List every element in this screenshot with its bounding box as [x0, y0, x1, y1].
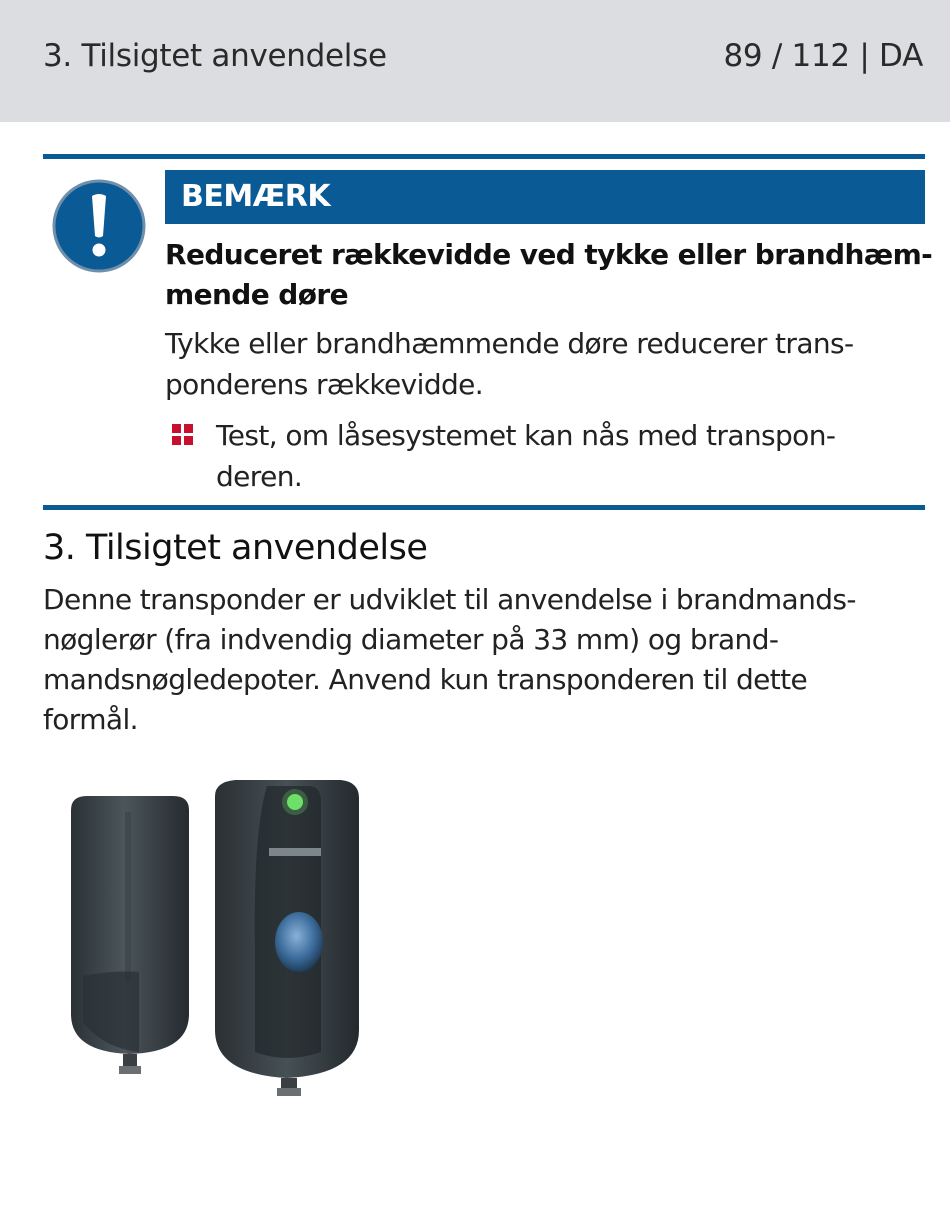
- notice-heading-line: mende døre: [165, 278, 348, 311]
- notice-action-item: [216, 415, 931, 497]
- notice-top-rule: [43, 154, 925, 159]
- transponder-back-view: [71, 796, 189, 1074]
- section-body-line: formål.: [43, 703, 138, 736]
- header-section-title: 3. Tilsigtet anvendelse: [43, 38, 387, 74]
- notice-label: BEMÆRK: [181, 179, 331, 214]
- section-heading: 3. Tilsigtet anvendelse: [43, 528, 428, 568]
- section-body-line: Denne transponder er udviklet til anvendelse i brandmands-: [43, 583, 856, 616]
- notice-action-line: deren.: [216, 460, 303, 493]
- section-body-line: nøglerør (fra indvendig diameter på 33 mm) og brand-: [43, 623, 779, 656]
- notice-heading: [165, 235, 935, 315]
- notice-label-banner: [165, 170, 925, 224]
- exclamation-icon: [51, 178, 147, 274]
- transponder-product-image: [43, 752, 388, 1112]
- transponder-front-view: [215, 780, 359, 1096]
- section-body: [43, 580, 938, 740]
- header-page-info: 89 / 112 | DA: [723, 38, 923, 74]
- action-bullet-icon: [172, 424, 193, 445]
- section-body-line: mandsnøgledepoter. Anvend kun transponderen til dette: [43, 663, 808, 696]
- notice-heading-line: Reduceret rækkevidde ved tykke eller brandhæm-: [165, 238, 933, 271]
- notice-body-line: Tykke eller brandhæmmende døre reducerer trans-: [165, 327, 854, 360]
- notice-action-line: Test, om låsesystemet kan nås med transpon-: [216, 419, 836, 452]
- notice-body: [165, 323, 935, 405]
- notice-bottom-rule: [43, 505, 925, 510]
- page-header: [0, 0, 950, 122]
- notice-body-line: ponderens rækkevidde.: [165, 368, 484, 401]
